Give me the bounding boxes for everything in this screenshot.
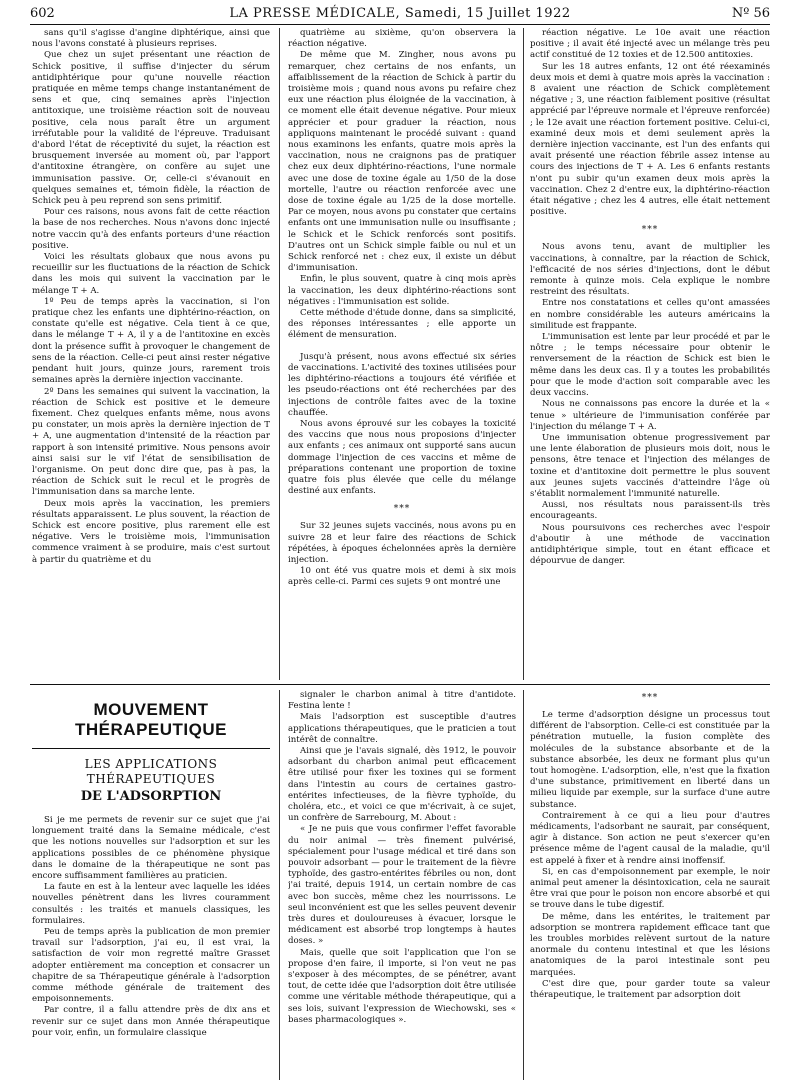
paragraph: L'immunisation est lente par leur procédé et par le nôtre ; le temps nécessaire pour obtenir le renversement de la réaction de Schick est bien le même dans les deux cas. Il y a toutes les probabilités pour que le mode d'action soit comparable avec les deux vaccins. (530, 332, 770, 399)
paragraph: Enfin, le plus souvent, quatre à cinq mois après la vaccination, les deux diphtérino-réactions sont négatives : l'immunisation est solide. (288, 274, 516, 307)
paragraph: Cette méthode d'étude donne, dans sa simplicité, des réponses intéressantes ; elle apporte un élément de mensuration. (288, 308, 516, 341)
page-number: 602 (30, 6, 55, 21)
paragraph: Le terme d'adsorption désigne un processus tout différent de l'absorption. Celle-ci est constituée par la pénétration mutuelle, la fusion complète des molécules de la substance absorbante et de la substance absorbée, les deux ne formant plus qu'un tout homogène. L'adsorption, elle, n'est que la fixation d'une substance, primitivement en liberté dans un milieu liquide par exemple, sur la surface d'une autre substance. (530, 710, 770, 810)
paragraph: Aussi, nos résultats nous paraissent-ils très encourageants. (530, 500, 770, 522)
bottom-column-3 (530, 690, 770, 1080)
section-break-stars: *** (641, 225, 659, 236)
paragraph: Si je me permets de revenir sur ce sujet que j'ai longuement traité dans la Semaine médicale, c'est que les notions nouvelles sur l'adsorption et sur les applications possibles de ce phénomène physique dans le domaine de la thérapeutique ne sont pas encore suffisamment familières au praticien. (32, 815, 270, 882)
paragraph: Jusqu'à présent, nous avons effectué six séries de vaccinations. L'activité des toxines utilisées pour les diphtérino-réactions a toujours été vérifiée et les pseudo-réactions ont été recherchées par des injections de contrôle faites avec de la toxine chauffée. (288, 351, 516, 418)
title-rule (32, 748, 270, 749)
paragraph: Entre nos constatations et celles qu'ont amassées en nombre considérable les auteurs américains la similitude est frappante. (530, 298, 770, 331)
paragraph: Pour ces raisons, nous avons fait de cette réaction la base de nos recherches. Nous n'avons donc injecté notre vaccin qu'à des enfants porteurs d'une réaction positive. (32, 207, 270, 251)
paragraph: Voici les résultats globaux que nous avons pu recueillir sur les fluctuations de la réaction de Schick dans les mois qui suivent la vaccination par le mélange T + A. (32, 252, 270, 296)
top-column-2 (288, 28, 516, 680)
paragraph: Nous avons tenu, avant de multiplier les vaccinations, à connaître, par la réaction de Schick, l'efficacité de nos séries d'injections, dont le début remonte à quinze mois. Cela explique le nombre restreint des résultats. (530, 242, 770, 298)
paragraph: signaler le charbon animal à titre d'antidote. Festina lente ! (288, 690, 516, 712)
paragraph: Nous avons éprouvé sur les cobayes la toxicité des vaccins que nous nous proposions d'injecter aux enfants ; ces animaux ont supporté sans aucun dommage l'injection de ces vaccins et même de préparations contenant une proportion de toxine quatre fois plus élevée que celle du mélange destiné aux enfants. (288, 418, 516, 497)
section-separator (30, 684, 770, 685)
column-divider (279, 28, 280, 680)
paragraph: sans qu'il s'agisse d'angine diphtérique, ainsi que nous l'avons constaté à plusieurs reprises. (32, 28, 270, 50)
issue-number: Nº 56 (731, 6, 770, 21)
paragraph: Deux mois après la vaccination, les premiers résultats apparaissent. Le plus souvent, la réaction de Schick est encore positive, plus rarement elle est négative. Vers le troisième mois, l'immunisation commence vraiment à se produire, mais c'est surtout à partir du quatrième et du (32, 498, 270, 565)
bottom-column-1 (32, 690, 270, 1080)
paragraph: Ainsi que je l'avais signalé, dès 1912, le pouvoir adsorbant du charbon animal peut efficacement être utilisé pour fixer les toxines qui se forment dans l'intestin au cours de certaines gastro-entérites infectieuses, de la fièvre typhoïde, du choléra, etc., et voici ce que m'écrivait, à ce sujet, un confrère de Sarrebourg, M. About : (288, 746, 516, 824)
article-subtitle: DE L'ADSORPTION (80, 789, 222, 804)
paragraph: La faute en est à la lenteur avec laquelle les idées nouvelles pénètrent dans les livres couramment consultés : les traités et manuels classiques, les formulaires. (32, 882, 270, 926)
page-header (30, 2, 770, 25)
article-title: LES APPLICATIONS THÉRAPEUTIQUES (84, 757, 218, 786)
paragraph: Mais, quelle que soit l'application que l'on se propose d'en faire, il importe, si l'on veut ne pas s'exposer à des mécomptes, de se pénétrer, avant tout, de cette idée que l'adsorption doit être utilisée comme une véritable méthode thérapeutique, qui a ses lois, suivant l'expression de Wiechowski, ses « bases pharmacologiques ». (288, 947, 516, 1025)
paragraph: 10 ont été vus quatre mois et demi à six mois après celle-ci. Parmi ces sujets 9 ont montré une (288, 566, 516, 588)
column-divider (279, 690, 280, 1080)
section-title: MOUVEMENT THÉRAPEUTIQUE (75, 700, 227, 739)
paragraph: Par contre, il a fallu attendre près de dix ans et revenir sur ce sujet dans mon Année thérapeutique pour voir, enfin, un formulaire classique (32, 1005, 270, 1038)
paragraph: Peu de temps après la publication de mon premier travail sur l'adsorption, j'ai eu, il est vrai, la satisfaction de voir mon regretté maître Grasset adopter entièrement ma conception et consacrer un chapitre de sa Thérapeutique générale à l'adsorption comme méthode générale de traitement des empoisonnements. (32, 927, 270, 1005)
top-column-3 (530, 28, 770, 680)
paragraph: 2º Dans les semaines qui suivent la vaccination, la réaction de Schick est positive et le demeure fixement. Chez quelques enfants même, nous avons pu constater, un mois après la dernière injection de T + A, une augmentation d'intensité de la réaction par rapport à son intensité primitive. Nous pensons avoir ainsi saisi sur le vif l'état de sensibilisation de l'organisme. On peut donc dire que, pas à pas, la réaction de Schick suit le recul et le progrès de l'immunisation dans sa marche lente. (32, 386, 270, 498)
paragraph: De même que M. Zingher, nous avons pu remarquer, chez certains de nos enfants, un affaiblissement de la réaction de Schick à partir du troisième mois ; quand nous avons pu refaire chez eux une réaction plus éloignée de la vaccination, à ce moment elle était devenue négative. Pour mieux apprécier et pour graduer la réaction, nous appliquons maintenant le procédé suivant : quand nous examinons les enfants, quatre mois après la vaccination, nous ne craignons pas de pratiquer chez eux deux diphtérino-réactions, l'une normale avec une dose de toxine égale au 1/50 de la dose mortelle, l'autre ou réaction renforcée avec une dose de toxine égale au 1/25 de la dose mortelle. Par ce moyen, nous avons pu constater que certains enfants ont une immunisation nulle ou insuffisante ; le Schick et le Schick renforcés sont positifs. D'autres ont un Schick simple faible ou nul et un Schick renforcé net : chez eux, il existe un début d'immunisation. (288, 50, 516, 274)
paragraph: Sur 32 jeunes sujets vaccinés, nous avons pu en suivre 28 et leur faire des réactions de Schick répétées, à époques échelonnées après la dernière injection. (288, 521, 516, 565)
paragraph: De même, dans les entérites, le traitement par adsorption se montrera rapidement efficace tant que les troubles morbides relèvent surtout de la nature anormale du contenu intestinal et que les lésions anatomiques de la paroi intestinale sont peu marquées. (530, 911, 770, 978)
paragraph: Sur les 18 autres enfants, 12 ont été réexaminés deux mois et demi à quatre mois après la vaccination : 8 avaient une réaction de Schick complètement négative ; 3, une réaction faiblement positive (résultat apprécié par l'épreuve normale et l'épreuve renforcée) ; le 12e avait une réaction fortement positive. Celui-ci, examiné deux mois et demi seulement après la dernière injection vaccinante, est l'un des enfants qui avait présenté une réaction fébrile assez intense au cours des injections de T + A. Les 6 enfants restants n'ont pu subir qu'un examen deux mois après la vaccination. Chez 2 d'entre eux, la diphtérino-réaction était négative ; chez les 4 autres, elle était nettement positive. (530, 61, 770, 218)
paragraph: Si, en cas d'empoisonnement par exemple, le noir animal peut amener la désintoxication, cela ne saurait être vrai que pour le poison non encore absorbé et qui se trouve dans le tube digestif. (530, 866, 770, 911)
bottom-column-2 (288, 690, 516, 1080)
journal-title: LA PRESSE MÉDICALE, Samedi, 15 Juillet 1922 (229, 6, 571, 21)
paragraph: Mais l'adsorption est susceptible d'autres applications thérapeutiques, que le praticien a tout intérêt de connaître. (288, 712, 516, 745)
paragraph: C'est dire que, pour garder toute sa valeur thérapeutique, le traitement par adsorption doit (530, 978, 770, 1001)
paragraph: « Je ne puis que vous confirmer l'effet favorable du noir animal — très finement pulvérisé, spécialement pour l'usage médical et tiré dans son pouvoir adsorbant — pour le traitement de la fièvre typhoïde, des gastro-entérites fébriles ou non, dont j'ai traité, depuis 1914, un certain nombre de cas avec bon succès, même chez les nourrissons. Le seul inconvénient est que les selles peuvent devenir très dures et douloureuses à évacuer, lorsque le médicament est absorbé trop longtemps à hautes doses. » (288, 824, 516, 947)
paragraph: quatrième au sixième, qu'on observera la réaction négative. (288, 28, 516, 50)
section-break-stars: *** (393, 504, 411, 515)
paragraph: Nous poursuivons ces recherches avec l'espoir d'aboutir à une méthode de vaccination antidiphtérique simple, tout en étant efficace et dépourvue de danger. (530, 522, 770, 567)
paragraph: Contrairement à ce qui a lieu pour d'autres médicaments, l'adsorbant ne saurait, par conséquent, agir à distance. Son action ne peut s'exercer qu'en présence même de l'agent causal de la maladie, qu'il est appelé à fixer et à rendre ainsi inoffensif. (530, 810, 770, 866)
section-break-stars: *** (641, 693, 659, 703)
paragraph: réaction négative. Le 10e avait une réaction positive ; il avait été injecté avec un mélange très peu actif constitué de 12 toxies et de 12.500 antitoxies. (530, 28, 770, 61)
paragraph: Une immunisation obtenue progressivement par une lente élaboration de plusieurs mois doit, nous le pensons, être tenace et l'injection des mélanges de toxine et d'antitoxine doit permettre le plus souvent aux jeunes sujets vaccinés d'atteindre l'âge où s'établit normalement l'immunité naturelle. (530, 432, 770, 499)
column-divider (523, 690, 524, 1080)
paragraph: Que chez un sujet présentant une réaction de Schick positive, il suffise d'injecter du sérum antidiphtérique pour qu'une nouvelle réaction pratiquée en même temps change instantanément de sens et que, cinq semaines après l'injection antitoxique, une troisième réaction soit de nouveau positive, cela nous paraît être un argument irréfutable pour la validité de l'épreuve. Traduisant d'abord l'état de réceptivité du sujet, la réaction est brusquement inversée au moment où, par l'apport d'antitoxine étrangère, on confère au sujet une immunisation passive. Or, celle-ci s'évanouit en quelques semaines et, témoin fidèle, la réaction de Schick peu à peu reprend son sens primitif. (32, 50, 270, 207)
paragraph: 1º Peu de temps après la vaccination, si l'on pratique chez les enfants une diphtérino-réaction, on constate qu'elle est négative. Cela tient à ce que, dans le mélange T + A, il y a de l'antitoxine en excès dont la présence suffit à provoquer le changement de sens de la réaction. Celle-ci peut ainsi rester négative pendant huit jours, quinze jours, rarement trois semaines après la dernière injection vaccinante. (32, 296, 270, 386)
column-divider (523, 28, 524, 680)
paragraph: Nous ne connaissons pas encore la durée et la « tenue » ultérieure de l'immunisation conférée par l'injection du mélange T + A. (530, 399, 770, 432)
top-column-1 (32, 28, 270, 680)
